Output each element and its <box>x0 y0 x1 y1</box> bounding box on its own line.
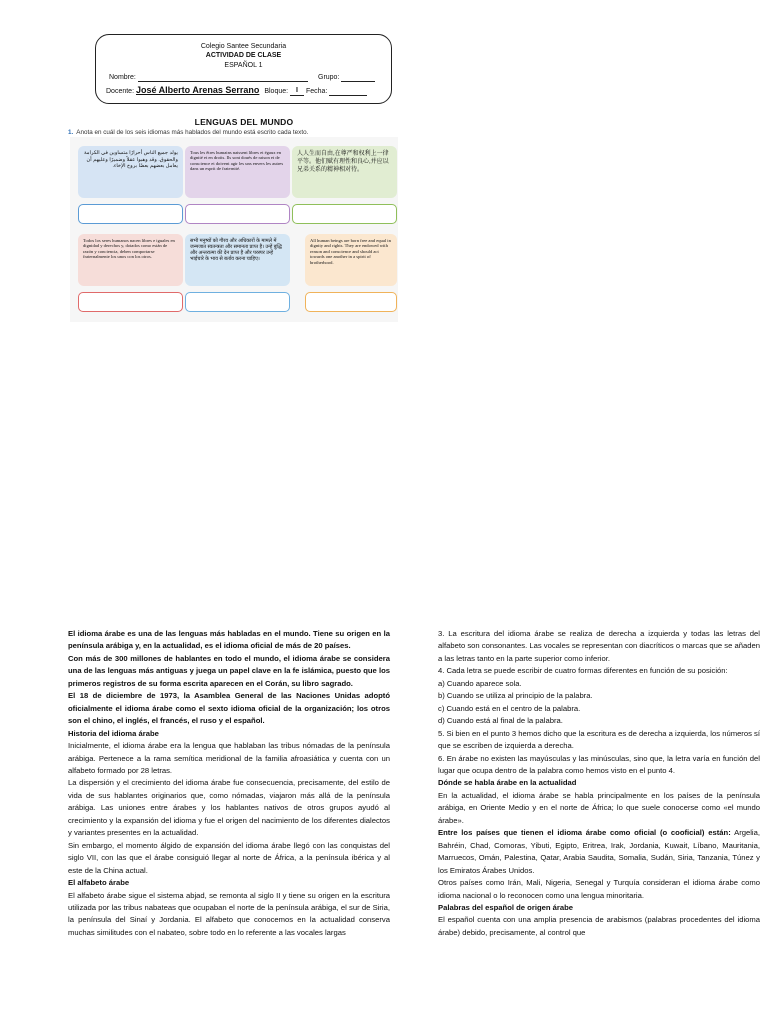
text-card-3: 人人生而自由,在尊严和权利上一律平等。他们赋有理性和良心,并应以兄弟关系的精神相对待。 <box>292 146 397 198</box>
date-label: Fecha: <box>305 88 328 95</box>
section-heading: Historia del idioma árabe <box>68 728 159 738</box>
name-row <box>109 73 308 82</box>
paragraph: Otros países como Irán, Mali, Nigeria, Senegal y Turquía consideran el idioma árabe como idioma nacional o lo reconocen como una lengua minoritaria. <box>438 878 760 900</box>
paragraph: Sin embargo, el momento álgido de expansión del idioma árabe llegó con las conquistas del siglo VII, con las que el árabe consiguió llegar al norte de África, a la península ibérica y al este de la China actual. <box>68 840 390 875</box>
list-item: a) Cuando aparece sola. <box>438 678 522 688</box>
list-item: d) Cuando está al final de la palabra. <box>438 716 563 726</box>
countries-lead: Entre los países que tienen el idioma árabe como oficial (o cooficial) están: <box>438 828 731 838</box>
group-row <box>318 73 375 82</box>
school-name: Colegio Santee Secundaria <box>200 43 287 50</box>
paragraph: El español cuenta con una amplia presencia de arabismos (palabras procedentes del idioma árabe) debido, precisamente, al control que <box>438 915 760 937</box>
section-heading: Dónde se habla árabe en la actualidad <box>438 778 577 788</box>
text-card-6 <box>305 234 397 286</box>
countries-list: Argelia, Bahréin, Chad, Comoras, Yibuti, Egipto, Eritrea, Irak, Jordania, Kuwait, Líbano, Mauritania, Marruecos, Omán, Palestina, Qatar, Arabia Saudita, Somalia, Sudán, Siria, Tanzania, Túnez y los Emiratos Árabes Unidos. <box>438 828 761 875</box>
worksheet-instruction <box>68 129 308 136</box>
section-heading: Palabras del español de origen árabe <box>438 902 574 912</box>
paragraph: 5. Si bien en el punto 3 hemos dicho que la escritura es de derecha a izquierda, los números sí que se escriben de izquierda a derecha. <box>438 728 760 751</box>
group-blank[interactable] <box>341 81 375 82</box>
right-text-column <box>438 628 760 939</box>
left-text-column <box>68 628 390 939</box>
date-blank[interactable] <box>329 95 367 96</box>
paragraph: El alfabeto árabe sigue el sistema abjad, se remonta al siglo II y tiene su origen en la escritura utilizada por las tribus nabateas que ocupaban el norte de la península arábiga, el sur de Siria, la península del Sinaí y Jordania. El alfabeto que conocemos en la actualidad conserva muchas similitudes con el nabateo, sobre todo en lo referente a las vocales largas <box>68 890 390 937</box>
paragraph: La dispersión y el crecimiento del idioma árabe fue consecuencia, precisamente, del estilo de vida de sus hablantes originarios que, como nómadas, viajaron más allá de la península arábiga. Las uniones entre árabes y los hablantes nativos de otros grupos ayudó al crecimiento y la expansión del idioma y fue el origen del nacimiento de los diferentes dialectos y variantes presentes en la actualidad. <box>68 778 390 838</box>
text-card-2 <box>185 146 290 198</box>
answer-box-3[interactable] <box>292 204 397 224</box>
paragraph: El idioma árabe es una de las lenguas más habladas en el mundo. Tiene su origen en la península arábiga y, en la actualidad, es el idioma oficial de más de 20 países. <box>68 629 390 651</box>
paragraph: 3. La escritura del idioma árabe se realiza de derecha a izquierda y todas las letras del alfabeto son consonantes. Las vocales se representan con diacríticos o marcas que se añaden a las letras tanto en la parte superior como inferior. <box>438 629 760 663</box>
paragraph: 6. En árabe no existen las mayúsculas y las minúsculas, sino que, la letra varía en función del lugar que ocupa dentro de la palabra como hemos visto en el punto 4. <box>438 753 760 775</box>
list-item: c) Cuando está en el centro de la palabra. <box>438 703 581 713</box>
paragraph: Con más de 300 millones de hablantes en todo el mundo, el idioma árabe se considera una de las lenguas más antiguas y juega un papel clave en la fe islámica, puesto que los primeros registros de su forma escrita aparecen en el Corán, su libro sagrado. <box>68 653 390 688</box>
answer-box-6[interactable] <box>305 292 397 312</box>
section-heading: El alfabeto árabe <box>68 878 130 888</box>
name-label: Nombre: <box>109 74 136 81</box>
text-card-4-text: Todos los seres humanos nacen libres e iguales en dignidad y derechos y, dotados como están de razón y conciencia, deben comportarse fraternalmente los unos con los otros. <box>83 238 175 260</box>
text-card-2-text: Tous les êtres humains naissent libres et égaux en dignité et en droits. Ils sont doués de raison et de conscience et doivent agir les uns envers les autres dans un esprit de fraternité. <box>190 150 284 172</box>
teacher-name: José Alberto Arenas Serrano <box>135 85 260 95</box>
answer-box-5[interactable] <box>185 292 290 312</box>
subject-name: ESPAÑOL 1 <box>224 62 263 69</box>
instruction-text: Anota en cuál de los seis idiomas más hablados del mundo está escrito cada texto. <box>76 129 309 136</box>
paragraph: 4. Cada letra se puede escribir de cuatro formas diferentes en función de su posición: <box>438 666 728 676</box>
worksheet-title: LENGUAS DEL MUNDO <box>194 117 294 127</box>
name-blank[interactable] <box>138 81 308 82</box>
group-label: Grupo: <box>318 74 340 81</box>
block-label: Bloque: <box>264 88 289 95</box>
paragraph: En la actualidad, el idioma árabe se habla principalmente en los países de la península arábiga, en Oriente Medio y en el norte de África; lo que suele conocerse como «el mundo árabe». <box>438 790 760 825</box>
header-box <box>95 34 392 104</box>
block-value: I <box>290 86 304 96</box>
teacher-label: Docente: <box>106 88 135 95</box>
text-card-4 <box>78 234 183 286</box>
text-card-1: يولد جميع الناس أحرارًا متساوين في الكرامة والحقوق. وقد وهبوا عقلاً وضميرًا وعليهم أن يعامل بعضهم بعضًا بروح الإخاء. <box>78 146 183 198</box>
answer-box-2[interactable] <box>185 204 290 224</box>
instruction-number: 1. <box>68 129 74 136</box>
list-item: b) Cuando se utiliza al principio de la palabra. <box>438 691 593 701</box>
text-card-6-text: All human beings are born free and equal in dignity and rights. They are endowed with reason and conscience and should act towards one another in a spirit of brotherhood. <box>310 238 391 265</box>
paragraph <box>438 827 760 877</box>
text-card-5: सभी मनुष्यों को गौरव और अधिकारों के मामले में जन्मजात स्वतन्त्रता और समानता प्राप्त है। उन्हें बुद्धि और अन्तरात्मा की देन प्राप्त है और परस्पर उन्हें भाईचारे के भाव से बर्ताव करना चाहिए। <box>185 234 290 286</box>
answer-box-4[interactable] <box>78 292 183 312</box>
answer-box-1[interactable] <box>78 204 183 224</box>
paragraph: Inicialmente, el idioma árabe era la lengua que hablaban las tribus nómadas de la península arábiga. Pertenece a la rama semítica meridional de la familia afroasiática y cuenta con un alfabeto formado por 28 letras. <box>68 741 390 775</box>
activity-title: ACTIVIDAD DE CLASE <box>205 52 282 59</box>
paragraph: El 18 de diciembre de 1973, la Asamblea General de las Naciones Unidas adoptó oficialmente el idioma árabe como el sexto idioma oficial de la organización; los otros son el chino, el inglés, el francés, el ruso y el español. <box>68 691 390 726</box>
teacher-row <box>106 86 367 96</box>
